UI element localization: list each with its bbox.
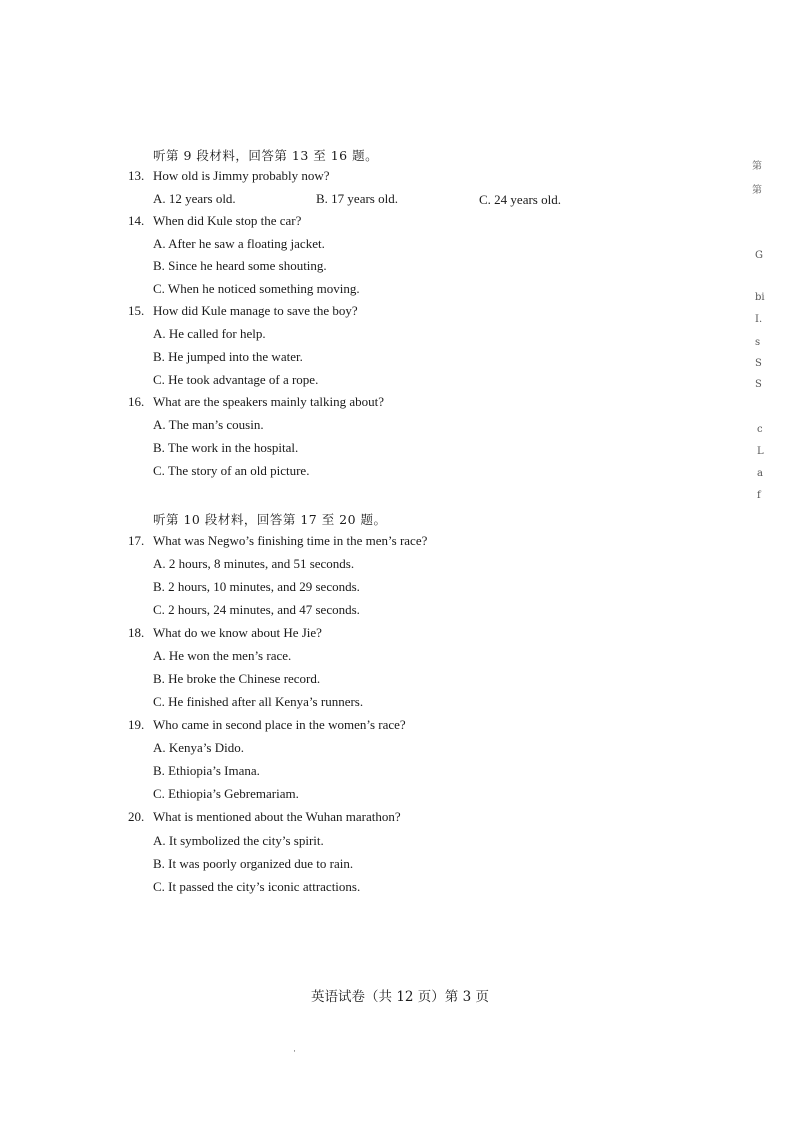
question-15 <box>128 303 358 319</box>
margin-fragment: L <box>757 446 764 457</box>
question-14 <box>128 213 301 229</box>
question-text: What is mentioned about the Wuhan marathon? <box>153 809 401 824</box>
margin-fragment: S <box>755 358 762 369</box>
q20-option-b: B. It was poorly organized due to rain. <box>153 856 354 871</box>
section-heading-10: 听第 10 段材料，回答第 17 至 20 题。 <box>153 512 387 527</box>
question-16 <box>128 394 384 410</box>
question-20 <box>128 809 401 825</box>
q19-option-b: B. Ethiopia’s Imana. <box>153 763 260 778</box>
q15-option-a: A. He called for help. <box>153 326 266 341</box>
question-13 <box>128 168 330 184</box>
q16-option-c: C. The story of an old picture. <box>153 463 310 478</box>
scan-speck: · <box>293 1046 296 1056</box>
question-text: Who came in second place in the women’s race? <box>153 717 406 732</box>
margin-fragment: 第 <box>752 185 762 196</box>
question-number: 14. <box>128 213 145 228</box>
section-heading-9: 听第 9 段材料，回答第 13 至 16 题。 <box>153 148 379 163</box>
margin-fragment: f <box>757 490 761 501</box>
q13-option-b: B. 17 years old. <box>316 191 398 206</box>
q17-option-c: C. 2 hours, 24 minutes, and 47 seconds. <box>153 602 360 617</box>
q18-option-b: B. He broke the Chinese record. <box>153 671 321 686</box>
margin-fragment: a <box>757 468 763 479</box>
margin-fragment: bi <box>755 292 765 303</box>
question-number: 20. <box>128 809 145 824</box>
margin-fragment: I. <box>755 314 763 325</box>
margin-fragment: s <box>755 337 761 348</box>
page-footer: 英语试卷（共 12 页）第 3 页 <box>311 989 489 1005</box>
question-17 <box>128 533 427 549</box>
question-number: 13. <box>128 168 145 183</box>
margin-fragment: G <box>755 250 763 261</box>
q19-option-c: C. Ethiopia’s Gebremariam. <box>153 786 299 801</box>
question-number: 17. <box>128 533 145 548</box>
q19-option-a: A. Kenya’s Dido. <box>153 740 244 755</box>
question-19 <box>128 717 406 733</box>
q17-option-a: A. 2 hours, 8 minutes, and 51 seconds. <box>153 556 355 571</box>
q18-option-c: C. He finished after all Kenya’s runners. <box>153 694 364 709</box>
q14-option-a: A. After he saw a floating jacket. <box>153 236 325 251</box>
q13-option-c: C. 24 years old. <box>479 192 561 207</box>
q18-option-a: A. He won the men’s race. <box>153 648 292 663</box>
question-number: 18. <box>128 625 145 640</box>
margin-fragment: c <box>757 424 763 435</box>
question-text: What are the speakers mainly talking about? <box>153 394 385 409</box>
q20-option-c: C. It passed the city’s iconic attractions. <box>153 879 361 894</box>
question-18 <box>128 625 322 641</box>
question-text: What do we know about He Jie? <box>153 625 322 640</box>
margin-fragment: 第 <box>752 161 762 172</box>
q14-option-b: B. Since he heard some shouting. <box>153 258 327 273</box>
question-text: How old is Jimmy probably now? <box>153 168 330 183</box>
q20-option-a: A. It symbolized the city’s spirit. <box>153 833 324 848</box>
q15-option-b: B. He jumped into the water. <box>153 349 303 364</box>
question-text: What was Negwo’s finishing time in the men’s race? <box>153 533 428 548</box>
question-text: When did Kule stop the car? <box>153 213 302 228</box>
question-text: How did Kule manage to save the boy? <box>153 303 358 318</box>
question-number: 16. <box>128 394 145 409</box>
q13-option-a: A. 12 years old. <box>153 191 236 206</box>
q14-option-c: C. When he noticed something moving. <box>153 281 360 296</box>
question-number: 15. <box>128 303 145 318</box>
q17-option-b: B. 2 hours, 10 minutes, and 29 seconds. <box>153 579 360 594</box>
q16-option-b: B. The work in the hospital. <box>153 440 299 455</box>
q15-option-c: C. He took advantage of a rope. <box>153 372 319 387</box>
question-number: 19. <box>128 717 145 732</box>
q16-option-a: A. The man’s cousin. <box>153 417 264 432</box>
margin-fragment: S <box>755 379 762 390</box>
